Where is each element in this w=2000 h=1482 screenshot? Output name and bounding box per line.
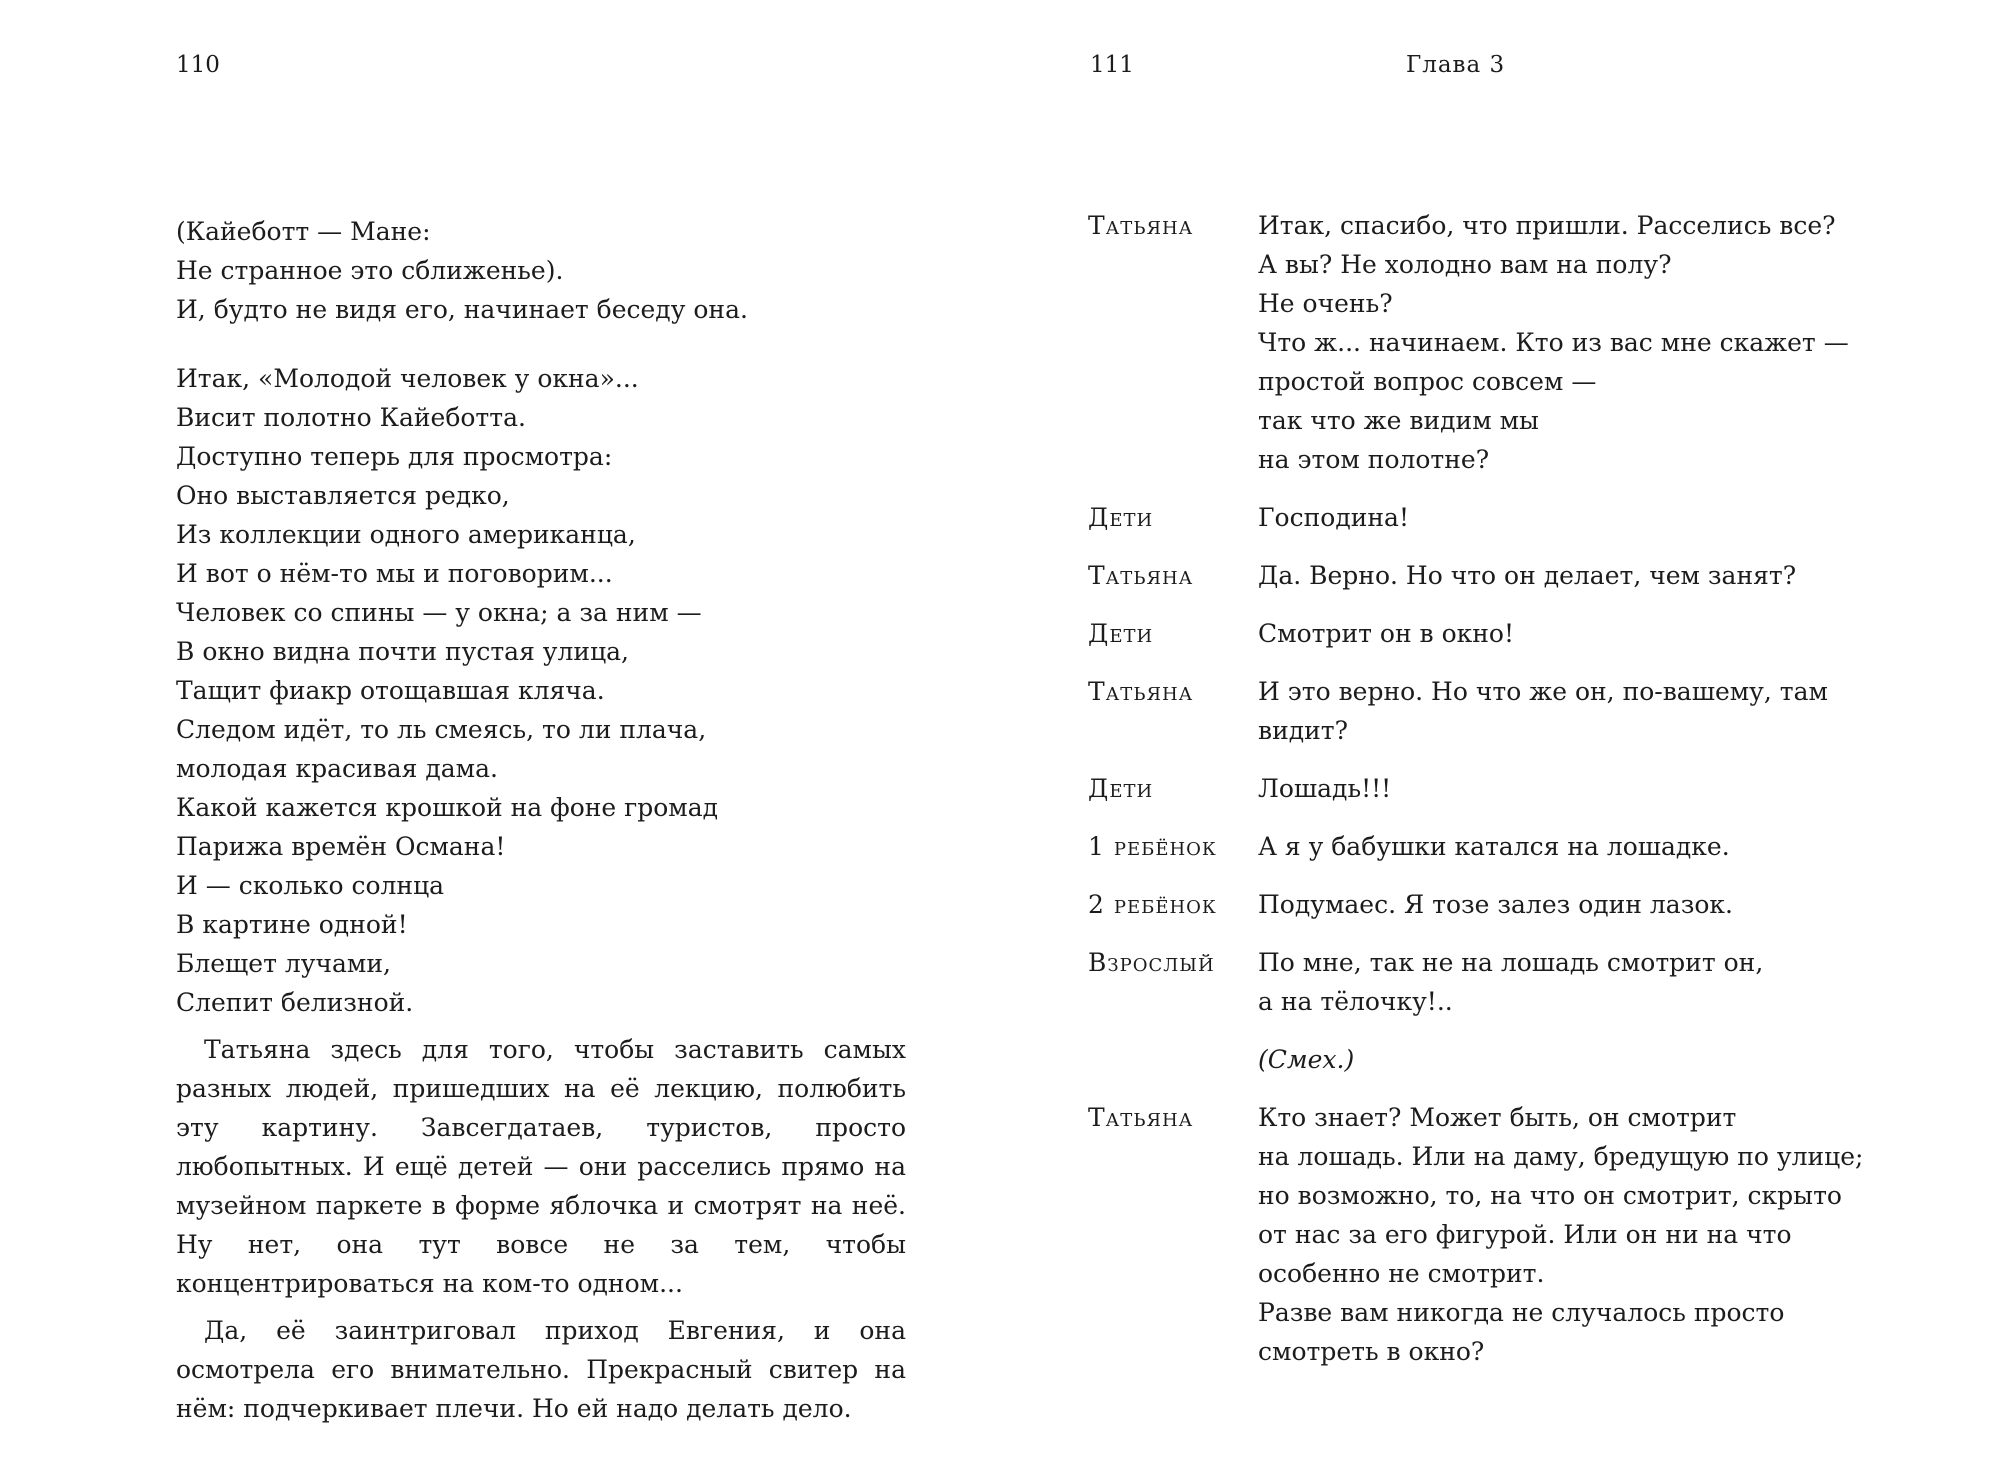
verse-line: Слепит белизной.	[176, 988, 414, 1017]
speaker-name: Татьяна	[1088, 677, 1194, 706]
speaker-name: Дети	[1088, 774, 1154, 803]
stanza-2	[176, 359, 906, 1022]
speech-line: от нас за его фигурой. Или он ни на что	[1258, 1220, 1792, 1249]
verse-line: Доступно теперь для просмотра:	[176, 442, 613, 471]
speech-line: Кто знает? Может быть, он смотрит	[1258, 1103, 1737, 1132]
running-head: Глава 3	[1406, 52, 1506, 78]
speech-line: Не очень?	[1258, 289, 1393, 318]
speech-line: (Смех.)	[1258, 1045, 1355, 1074]
speech-line: И это верно. Но что же он, по-вашему, там	[1258, 677, 1828, 706]
verse-line: Висит полотно Кайеботта.	[176, 403, 526, 432]
dialogue-row	[1088, 672, 1928, 750]
speech-line: Подумаес. Я тозе залез один лазок.	[1258, 890, 1733, 919]
dialogue-row	[1088, 556, 1928, 595]
verse-line: Следом идёт, то ль смеясь, то ли плача,	[176, 715, 707, 744]
speech-line: Смотрит он в окно!	[1258, 619, 1515, 648]
speech-line: А вы? Не холодно вам на полу?	[1258, 250, 1672, 279]
speech-line: а на тёлочку!..	[1258, 987, 1453, 1016]
right-page-number: 111	[1090, 52, 1134, 78]
dialogue-row	[1088, 827, 1928, 866]
verse-line: молодая красивая дама.	[176, 754, 498, 783]
speech-line: Лошадь!!!	[1258, 774, 1392, 803]
stage-direction	[1258, 1040, 1928, 1079]
verse-line: И вот о нём-то мы и поговорим...	[176, 559, 613, 588]
speech	[1258, 885, 1928, 924]
speech	[1258, 498, 1928, 537]
dialogue	[1088, 206, 1928, 1390]
speaker-name: 2 ребёнок	[1088, 890, 1217, 919]
dialogue-row	[1088, 1040, 1928, 1079]
speech-line: Господина!	[1258, 503, 1409, 532]
verse-line: В окно видна почти пустая улица,	[176, 637, 629, 666]
speech-line: так что же видим мы	[1258, 406, 1539, 435]
dialogue-row	[1088, 885, 1928, 924]
speaker-name: Татьяна	[1088, 561, 1194, 590]
dialogue-row	[1088, 943, 1928, 1021]
verse-line: Итак, «Молодой человек у окна»...	[176, 364, 639, 393]
verse-line: Какой кажется крошкой на фоне громад	[176, 793, 719, 822]
speech	[1258, 672, 1928, 750]
speaker-name: Дети	[1088, 619, 1154, 648]
speech-line: Что ж... начинаем. Кто из вас мне скажет —	[1258, 328, 1849, 357]
dialogue-row	[1088, 1098, 1928, 1371]
dialogue-row	[1088, 614, 1928, 653]
left-page-number: 110	[176, 52, 220, 78]
verse-line: И — сколько солнца	[176, 871, 445, 900]
verse-line: Блещет лучами,	[176, 949, 391, 978]
speaker-name	[1088, 1040, 1258, 1079]
speaker-name: Дети	[1088, 503, 1154, 532]
left-page-text	[176, 212, 906, 1428]
speaker-name: Взрослый	[1088, 948, 1215, 977]
speaker-name: Татьяна	[1088, 211, 1194, 240]
paragraph-1: Татьяна здесь для того, чтобы заставить самых разных людей, пришедших на её лекцию, полюбить эту картину. Завсегдатаев, туристов, просто любопытных. И ещё детей — они расселись прямо на музейном паркете в форме яблочка и смотрят на неё. Ну нет, она тут вовсе не за тем, чтобы концентрироваться на ком-то одном...	[176, 1035, 906, 1298]
speech-line: Итак, спасибо, что пришли. Расселись все?	[1258, 211, 1836, 240]
verse-line: Тащит фиакр отощавшая кляча.	[176, 676, 605, 705]
speech	[1258, 206, 1928, 479]
verse-line: Человек со спины — у окна; а за ним —	[176, 598, 702, 627]
speech-line: особенно не смотрит.	[1258, 1259, 1545, 1288]
speech-line: но возможно, то, на что он смотрит, скрыто	[1258, 1181, 1842, 1210]
dialogue-row	[1088, 498, 1928, 537]
speech-line: По мне, так не на лошадь смотрит он,	[1258, 948, 1764, 977]
speech	[1258, 556, 1928, 595]
right-page	[1000, 0, 2000, 1482]
speech	[1258, 614, 1928, 653]
speech-line: Разве вам никогда не случалось просто	[1258, 1298, 1785, 1327]
dialogue-row	[1088, 206, 1928, 479]
verse-line: В картине одной!	[176, 910, 408, 939]
speech	[1258, 1098, 1928, 1371]
speech-line: на этом полотне?	[1258, 445, 1490, 474]
paragraph-2: Да, её заинтриговал приход Евгения, и она осмотрела его внимательно. Прекрасный свитер на нём: подчеркивает плечи. Но ей надо делать дело.	[176, 1316, 906, 1423]
speech-line: смотреть в окно?	[1258, 1337, 1485, 1366]
verse-line: И, будто не видя его, начинает беседу она.	[176, 295, 748, 324]
speech-line: Да. Верно. Но что он делает, чем занят?	[1258, 561, 1797, 590]
stanza-1	[176, 212, 906, 329]
verse-line: Не странное это сближенье).	[176, 256, 564, 285]
verse-line: (Кайеботт — Мане:	[176, 217, 431, 246]
speech	[1258, 943, 1928, 1021]
speech	[1258, 827, 1928, 866]
verse-line: Из коллекции одного американца,	[176, 520, 636, 549]
speech-line: А я у бабушки катался на лошадке.	[1258, 832, 1730, 861]
verse-line: Парижа времён Османа!	[176, 832, 506, 861]
speech-line: простой вопрос совсем —	[1258, 367, 1597, 396]
verse-line: Оно выставляется редко,	[176, 481, 510, 510]
speaker-name: 1 ребёнок	[1088, 832, 1217, 861]
speech-line: видит?	[1258, 716, 1349, 745]
speech-line: на лошадь. Или на даму, бредущую по улице;	[1258, 1142, 1864, 1171]
dialogue-row	[1088, 769, 1928, 808]
speech	[1258, 769, 1928, 808]
speaker-name: Татьяна	[1088, 1103, 1194, 1132]
